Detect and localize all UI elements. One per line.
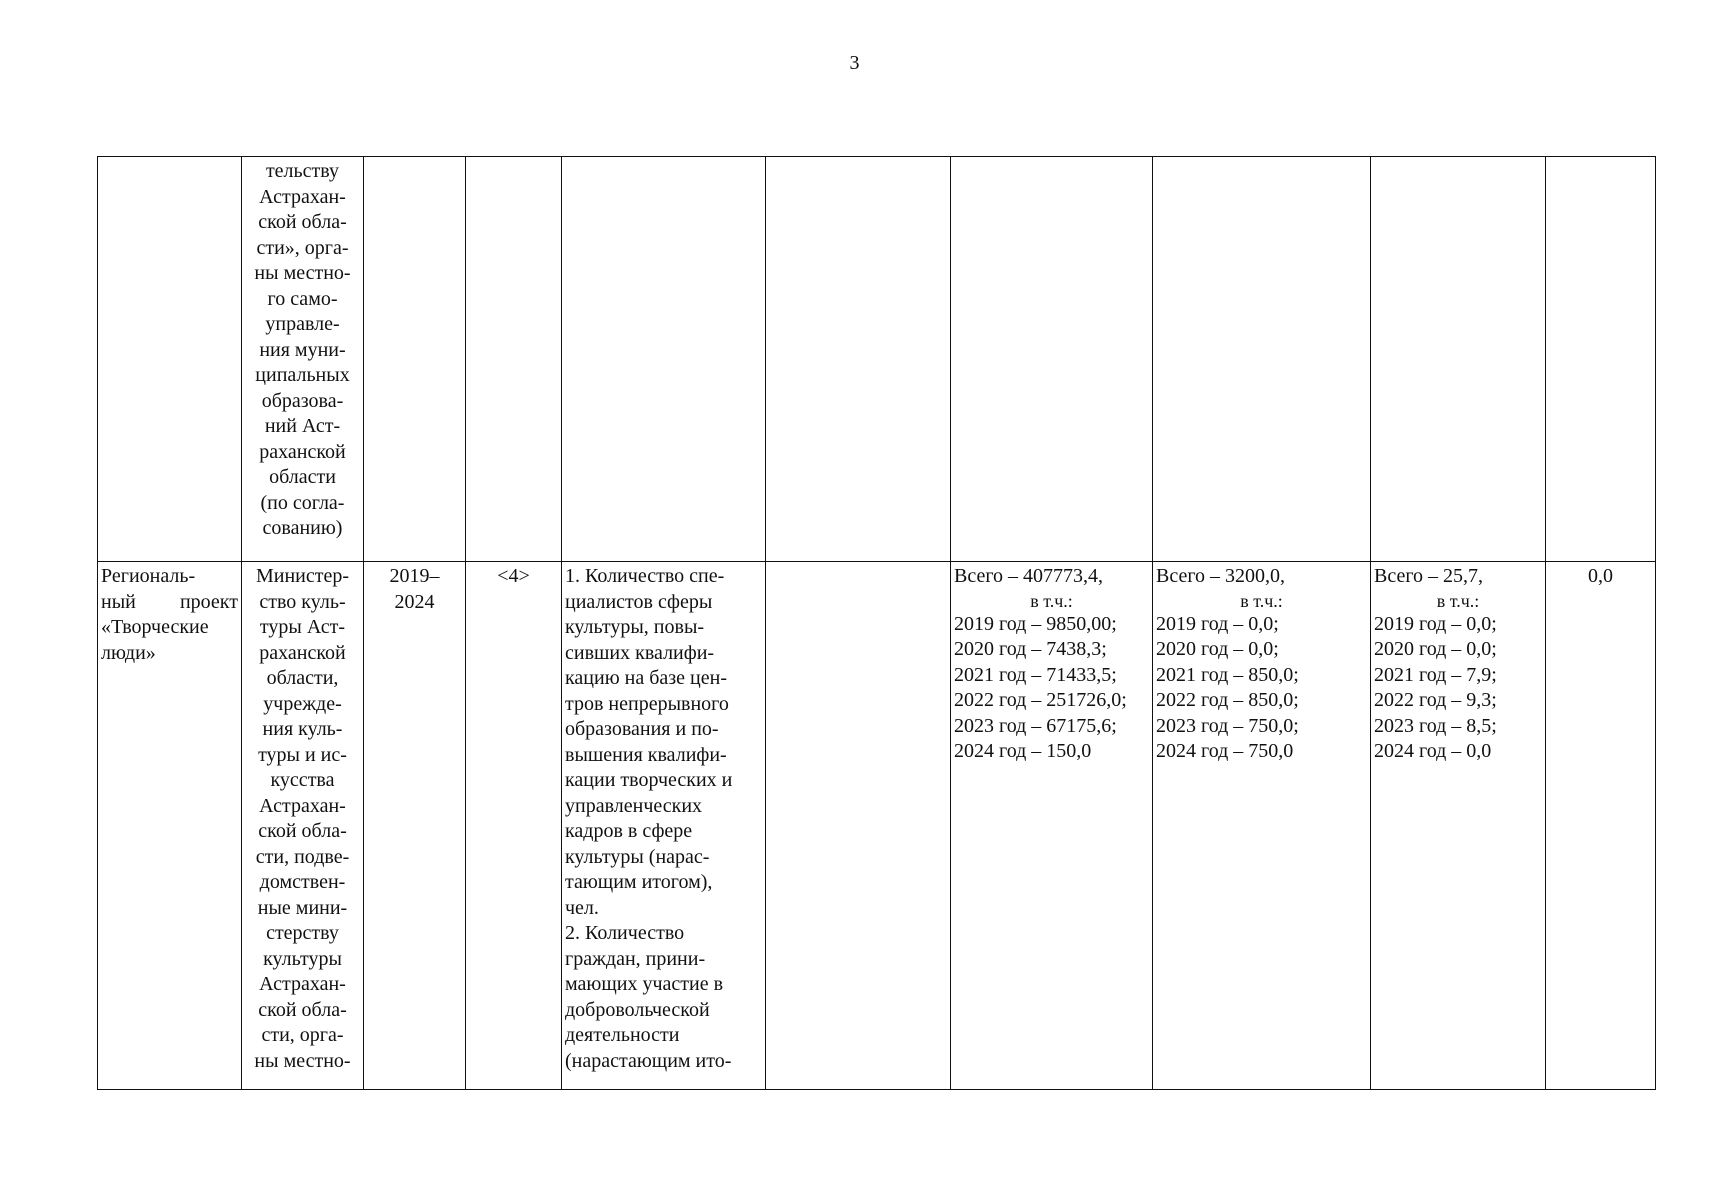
executor-line: ципальных bbox=[255, 364, 350, 386]
finance-year-line: 2019 год – 0,0; bbox=[1156, 612, 1279, 635]
finance-year-line: 2024 год – 0,0 bbox=[1374, 740, 1492, 762]
period-end: 2024 bbox=[394, 590, 435, 613]
executor-line: ные мини- bbox=[257, 896, 348, 919]
indicator-line: образования и по- bbox=[565, 718, 719, 740]
project-name-line: ный проект bbox=[101, 590, 238, 613]
indicator-line: чел. bbox=[565, 896, 599, 919]
executor-line: (по согла- bbox=[260, 491, 345, 514]
executor-line: ны местно- bbox=[254, 262, 351, 284]
executor-line: Астрахан- bbox=[259, 185, 346, 208]
executor-line: учрежде- bbox=[263, 692, 342, 715]
finance-second-cell bbox=[1153, 562, 1371, 1090]
indicator-line: кацию на базе цен- bbox=[565, 667, 727, 689]
cell-empty bbox=[766, 157, 951, 562]
finance-year-line: 2021 год – 71433,5; bbox=[954, 663, 1117, 686]
finance-total-cell bbox=[951, 562, 1153, 1090]
indicator-line: 2. Количество bbox=[565, 922, 685, 944]
program-table bbox=[97, 156, 1656, 1090]
cell-empty bbox=[364, 157, 466, 562]
indicator-line: циалистов сферы bbox=[565, 590, 713, 613]
finance-year-line: 2019 год – 0,0; bbox=[1374, 612, 1497, 635]
cell-empty bbox=[1546, 157, 1656, 562]
finance-year-line: 2024 год – 150,0 bbox=[954, 740, 1092, 762]
table-row-project bbox=[98, 562, 1656, 1090]
executor-line: культуры bbox=[263, 947, 342, 970]
period-cell bbox=[364, 562, 466, 1090]
finance-second-head: Всего – 3200,0, bbox=[1156, 565, 1286, 587]
finance-total-sub: в т.ч.: bbox=[1030, 590, 1073, 611]
finance-year-line: 2020 год – 0,0; bbox=[1374, 638, 1497, 660]
indicator-line: кадров в сфере bbox=[565, 820, 693, 842]
project-name-line: Региональ- bbox=[101, 565, 196, 587]
cell-empty bbox=[562, 157, 766, 562]
finance-year-line: 2023 год – 67175,6; bbox=[954, 714, 1117, 737]
finance-third-head: Всего – 25,7, bbox=[1374, 565, 1484, 587]
executor-line: домствен- bbox=[259, 871, 346, 893]
project-name-line: люди» bbox=[101, 641, 156, 664]
indicator-line: вышения квалифи- bbox=[565, 743, 727, 766]
executor-line: ство куль- bbox=[259, 590, 346, 613]
finance-year-line: 2023 год – 750,0; bbox=[1156, 714, 1299, 737]
finance-year-line: 2020 год – 0,0; bbox=[1156, 638, 1279, 660]
executor-line: ния куль- bbox=[262, 718, 343, 740]
executor-line: ской обла- bbox=[258, 820, 347, 842]
finance-year-line: 2021 год – 7,9; bbox=[1374, 663, 1497, 686]
executor-line: сти, подве- bbox=[255, 845, 350, 868]
cell-empty bbox=[466, 157, 562, 562]
executor-line: образова- bbox=[261, 389, 344, 412]
finance-second-sub: в т.ч.: bbox=[1240, 590, 1283, 611]
executor-line: области bbox=[269, 466, 336, 488]
indicator-line: кации творческих и bbox=[565, 769, 733, 791]
indicator-line: тающим итогом), bbox=[565, 871, 713, 893]
finance-total-head: Всего – 407773,4, bbox=[954, 565, 1104, 587]
finance-year-line: 2023 год – 8,5; bbox=[1374, 714, 1497, 737]
indicator-line: (нарастающим ито- bbox=[565, 1049, 732, 1072]
indicator-line: деятельности bbox=[565, 1024, 680, 1046]
executor-line: го само- bbox=[267, 287, 338, 310]
reference-cell bbox=[466, 562, 562, 1090]
executor-line: управле- bbox=[265, 313, 340, 335]
finance-year-line: 2022 год – 850,0; bbox=[1156, 689, 1299, 711]
project-name-cell bbox=[98, 562, 242, 1090]
executor-line: сти, орга- bbox=[261, 1024, 344, 1046]
executor-line: Министер- bbox=[255, 565, 350, 587]
finance-year-line: 2022 год – 251726,0; bbox=[954, 689, 1127, 711]
indicator-line: тров непрерывного bbox=[565, 692, 729, 715]
executor-line: туры и ис- bbox=[258, 743, 347, 766]
finance-year-line: 2019 год – 9850,00; bbox=[954, 612, 1117, 635]
executor-cell-continued bbox=[242, 157, 364, 562]
executor-line: ны местно- bbox=[254, 1049, 351, 1072]
indicator-line: культуры (нарас- bbox=[565, 845, 710, 868]
indicator-line: добровольческой bbox=[565, 998, 710, 1021]
executor-line: раханской bbox=[259, 440, 346, 463]
executor-line: сти», орга- bbox=[256, 236, 349, 259]
executor-line: ний Аст- bbox=[264, 415, 341, 437]
table-row-continued bbox=[98, 157, 1656, 562]
executor-line: ния муни- bbox=[259, 338, 346, 361]
executor-line: раханской bbox=[259, 641, 346, 664]
executor-line: ской обла- bbox=[258, 211, 347, 233]
executor-line: сованию) bbox=[262, 517, 343, 539]
last-value: 0,0 bbox=[1588, 565, 1613, 587]
cell-empty bbox=[98, 157, 242, 562]
cell-empty bbox=[1371, 157, 1546, 562]
executor-line: стерству bbox=[266, 922, 339, 944]
indicator-line: культуры, повы- bbox=[565, 616, 705, 638]
reference-mark: <4> bbox=[497, 565, 530, 587]
finance-third-cell bbox=[1371, 562, 1546, 1090]
finance-year-line: 2022 год – 9,3; bbox=[1374, 689, 1497, 711]
period-start: 2019– bbox=[389, 565, 440, 587]
executor-line: ской обла- bbox=[258, 998, 347, 1021]
page-number: 3 bbox=[849, 52, 860, 74]
indicator-line: граждан, прини- bbox=[565, 947, 706, 970]
cell-empty bbox=[766, 562, 951, 1090]
cell-empty bbox=[951, 157, 1153, 562]
indicator-line: мающих участие в bbox=[565, 973, 724, 995]
finance-year-line: 2020 год – 7438,3; bbox=[954, 638, 1107, 660]
indicator-line: сивших квалифи- bbox=[565, 641, 715, 664]
finance-year-line: 2024 год – 750,0 bbox=[1156, 740, 1294, 762]
cell-empty bbox=[1153, 157, 1371, 562]
executor-line: Астрахан- bbox=[259, 973, 346, 995]
executor-cell bbox=[242, 562, 364, 1090]
executor-line: тельству bbox=[265, 160, 340, 182]
indicator-line: 1. Количество спе- bbox=[565, 565, 725, 587]
finance-year-line: 2021 год – 850,0; bbox=[1156, 663, 1299, 686]
executor-line: области, bbox=[266, 667, 339, 689]
indicator-cell bbox=[562, 562, 766, 1090]
last-value-cell bbox=[1546, 562, 1656, 1090]
indicator-line: управленческих bbox=[565, 794, 703, 817]
project-name-line: «Творческие bbox=[101, 616, 209, 638]
executor-line: Астрахан- bbox=[259, 794, 346, 817]
finance-third-sub: в т.ч.: bbox=[1436, 590, 1480, 611]
executor-line: кусства bbox=[270, 769, 335, 791]
executor-line: туры Аст- bbox=[259, 616, 346, 638]
